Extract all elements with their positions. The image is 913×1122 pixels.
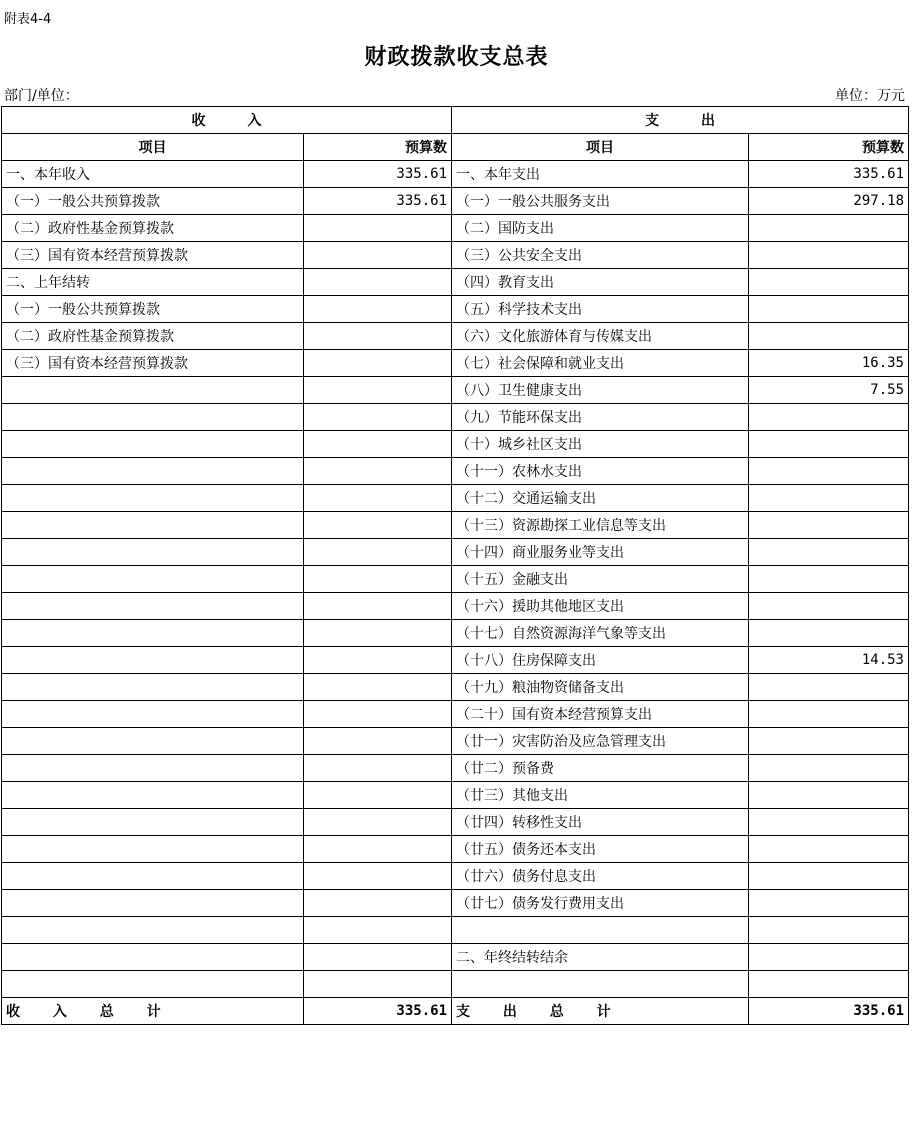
table-row xyxy=(2,296,909,323)
expense-value-cell xyxy=(749,944,909,971)
expense-value-cell xyxy=(749,971,909,998)
expense-value-cell xyxy=(749,620,909,647)
table-row xyxy=(2,188,909,215)
income-value-cell xyxy=(304,836,452,863)
table-row xyxy=(2,323,909,350)
income-value-cell xyxy=(304,485,452,512)
income-item-cell xyxy=(2,593,304,620)
expense-item-cell: （八）卫生健康支出 xyxy=(452,377,749,404)
expense-value-cell xyxy=(749,566,909,593)
expense-item-cell: 一、本年支出 xyxy=(452,161,749,188)
expense-value-cell xyxy=(749,728,909,755)
section-header-row xyxy=(2,107,909,134)
income-value-cell xyxy=(304,350,452,377)
income-value-cell xyxy=(304,647,452,674)
income-value-cell xyxy=(304,242,452,269)
expense-budget-header: 预算数 xyxy=(749,134,909,161)
expense-item-cell: （十三）资源勘探工业信息等支出 xyxy=(452,512,749,539)
income-item-cell xyxy=(2,377,304,404)
income-value-cell: 335.61 xyxy=(304,188,452,215)
income-item-cell xyxy=(2,782,304,809)
income-value-cell xyxy=(304,323,452,350)
income-value-cell xyxy=(304,971,452,998)
income-item-cell xyxy=(2,431,304,458)
column-header-row xyxy=(2,134,909,161)
income-value-cell: 335.61 xyxy=(304,161,452,188)
table-row xyxy=(2,728,909,755)
income-value-cell xyxy=(304,512,452,539)
income-item-cell xyxy=(2,890,304,917)
income-item-cell xyxy=(2,836,304,863)
expense-item-cell: （廿三）其他支出 xyxy=(452,782,749,809)
expense-item-cell: （五）科学技术支出 xyxy=(452,296,749,323)
table-row xyxy=(2,647,909,674)
income-item-cell xyxy=(2,863,304,890)
income-item-cell: 一、本年收入 xyxy=(2,161,304,188)
income-value-cell xyxy=(304,701,452,728)
table-row xyxy=(2,404,909,431)
expense-item-cell: （廿五）债务还本支出 xyxy=(452,836,749,863)
expense-item-cell: （四）教育支出 xyxy=(452,269,749,296)
income-value-cell xyxy=(304,890,452,917)
income-value-cell xyxy=(304,269,452,296)
table-row xyxy=(2,269,909,296)
expense-item-cell: （二十）国有资本经营预算支出 xyxy=(452,701,749,728)
expense-item-cell: （三）公共安全支出 xyxy=(452,242,749,269)
income-item-cell xyxy=(2,485,304,512)
income-value-cell xyxy=(304,296,452,323)
dept-label: 部门/单位： xyxy=(4,88,79,104)
income-item-cell: （一）一般公共预算拨款 xyxy=(2,188,304,215)
expense-value-cell xyxy=(749,404,909,431)
expense-item-cell: （十一）农林水支出 xyxy=(452,458,749,485)
income-value-cell xyxy=(304,782,452,809)
expense-item-cell: （廿七）债务发行费用支出 xyxy=(452,890,749,917)
table-row xyxy=(2,512,909,539)
total-row xyxy=(2,998,909,1025)
expense-value-cell: 16.35 xyxy=(749,350,909,377)
table-row xyxy=(2,242,909,269)
income-item-cell: （一）一般公共预算拨款 xyxy=(2,296,304,323)
expense-total-label: 支 出 总 计 xyxy=(452,998,749,1025)
income-item-cell xyxy=(2,755,304,782)
income-item-cell xyxy=(2,701,304,728)
income-value-cell xyxy=(304,404,452,431)
expense-item-cell: （一）一般公共服务支出 xyxy=(452,188,749,215)
expense-value-cell xyxy=(749,512,909,539)
expense-value-cell xyxy=(749,431,909,458)
income-value-cell xyxy=(304,431,452,458)
table-row xyxy=(2,431,909,458)
expense-value-cell xyxy=(749,215,909,242)
income-header: 收 入 xyxy=(2,107,452,134)
income-item-cell xyxy=(2,539,304,566)
expense-value-cell: 335.61 xyxy=(749,161,909,188)
income-value-cell xyxy=(304,944,452,971)
table-row xyxy=(2,593,909,620)
income-item-cell xyxy=(2,944,304,971)
income-item-cell xyxy=(2,917,304,944)
expense-value-cell xyxy=(749,809,909,836)
income-item-header: 项目 xyxy=(2,134,304,161)
expense-value-cell xyxy=(749,539,909,566)
expense-item-cell: 二、年终结转结余 xyxy=(452,944,749,971)
expense-value-cell xyxy=(749,458,909,485)
table-row xyxy=(2,620,909,647)
table-row xyxy=(2,755,909,782)
expense-item-cell: （十八）住房保障支出 xyxy=(452,647,749,674)
income-item-cell: （三）国有资本经营预算拨款 xyxy=(2,350,304,377)
expense-value-cell xyxy=(749,890,909,917)
income-value-cell xyxy=(304,458,452,485)
income-value-cell xyxy=(304,728,452,755)
expense-value-cell: 7.55 xyxy=(749,377,909,404)
income-value-cell xyxy=(304,674,452,701)
income-total-label: 收 入 总 计 xyxy=(2,998,304,1025)
expense-value-cell xyxy=(749,917,909,944)
expense-value-cell xyxy=(749,782,909,809)
table-row xyxy=(2,917,909,944)
expense-item-cell: （十七）自然资源海洋气象等支出 xyxy=(452,620,749,647)
income-value-cell xyxy=(304,620,452,647)
expense-item-cell: （廿一）灾害防治及应急管理支出 xyxy=(452,728,749,755)
income-value-cell xyxy=(304,215,452,242)
income-item-cell: 二、上年结转 xyxy=(2,269,304,296)
budget-table xyxy=(1,106,909,1025)
expense-item-cell xyxy=(452,971,749,998)
income-value-cell xyxy=(304,377,452,404)
income-item-cell: （二）政府性基金预算拨款 xyxy=(2,323,304,350)
expense-item-cell: （七）社会保障和就业支出 xyxy=(452,350,749,377)
income-value-cell xyxy=(304,566,452,593)
table-row xyxy=(2,539,909,566)
income-item-cell: （二）政府性基金预算拨款 xyxy=(2,215,304,242)
income-total-value: 335.61 xyxy=(304,998,452,1025)
expense-item-header: 项目 xyxy=(452,134,749,161)
income-item-cell xyxy=(2,809,304,836)
page-title: 财政拨款收支总表 xyxy=(364,45,549,70)
income-value-cell xyxy=(304,863,452,890)
table-row xyxy=(2,674,909,701)
expense-value-cell xyxy=(749,593,909,620)
table-row xyxy=(2,161,909,188)
table-row xyxy=(2,701,909,728)
income-item-cell xyxy=(2,620,304,647)
income-value-cell xyxy=(304,809,452,836)
table-row xyxy=(2,944,909,971)
expense-total-value: 335.61 xyxy=(749,998,909,1025)
income-budget-header: 预算数 xyxy=(304,134,452,161)
income-item-cell xyxy=(2,647,304,674)
income-item-cell xyxy=(2,728,304,755)
table-row xyxy=(2,215,909,242)
expense-item-cell: （廿二）预备费 xyxy=(452,755,749,782)
expense-item-cell xyxy=(452,917,749,944)
expense-header: 支 出 xyxy=(452,107,909,134)
table-row xyxy=(2,485,909,512)
table-row xyxy=(2,809,909,836)
table-row xyxy=(2,782,909,809)
expense-value-cell: 14.53 xyxy=(749,647,909,674)
expense-item-cell: （十）城乡社区支出 xyxy=(452,431,749,458)
expense-item-cell: （二）国防支出 xyxy=(452,215,749,242)
income-item-cell xyxy=(2,458,304,485)
expense-item-cell: （廿六）债务付息支出 xyxy=(452,863,749,890)
expense-item-cell: （十五）金融支出 xyxy=(452,566,749,593)
expense-value-cell xyxy=(749,296,909,323)
expense-value-cell xyxy=(749,755,909,782)
table-row xyxy=(2,377,909,404)
table-row xyxy=(2,566,909,593)
income-value-cell xyxy=(304,539,452,566)
income-item-cell xyxy=(2,674,304,701)
expense-item-cell: （十九）粮油物资储备支出 xyxy=(452,674,749,701)
expense-value-cell: 297.18 xyxy=(749,188,909,215)
income-value-cell xyxy=(304,593,452,620)
expense-value-cell xyxy=(749,242,909,269)
income-item-cell xyxy=(2,512,304,539)
attachment-label: 附表4-4 xyxy=(4,12,52,27)
income-item-cell xyxy=(2,971,304,998)
expense-value-cell xyxy=(749,485,909,512)
expense-value-cell xyxy=(749,323,909,350)
table-row xyxy=(2,458,909,485)
income-value-cell xyxy=(304,917,452,944)
expense-item-cell: （九）节能环保支出 xyxy=(452,404,749,431)
table-row xyxy=(2,890,909,917)
unit-label: 单位：万元 xyxy=(835,88,905,104)
expense-item-cell: （十六）援助其他地区支出 xyxy=(452,593,749,620)
table-row xyxy=(2,836,909,863)
expense-item-cell: （十二）交通运输支出 xyxy=(452,485,749,512)
expense-item-cell: （十四）商业服务业等支出 xyxy=(452,539,749,566)
table-row xyxy=(2,971,909,998)
expense-value-cell xyxy=(749,863,909,890)
expense-item-cell: （廿四）转移性支出 xyxy=(452,809,749,836)
expense-value-cell xyxy=(749,269,909,296)
table-body xyxy=(2,161,909,998)
table-row xyxy=(2,350,909,377)
expense-value-cell xyxy=(749,836,909,863)
expense-item-cell: （六）文化旅游体育与传媒支出 xyxy=(452,323,749,350)
table-row xyxy=(2,863,909,890)
income-item-cell xyxy=(2,566,304,593)
income-item-cell: （三）国有资本经营预算拨款 xyxy=(2,242,304,269)
income-value-cell xyxy=(304,755,452,782)
income-item-cell xyxy=(2,404,304,431)
expense-value-cell xyxy=(749,701,909,728)
expense-value-cell xyxy=(749,674,909,701)
